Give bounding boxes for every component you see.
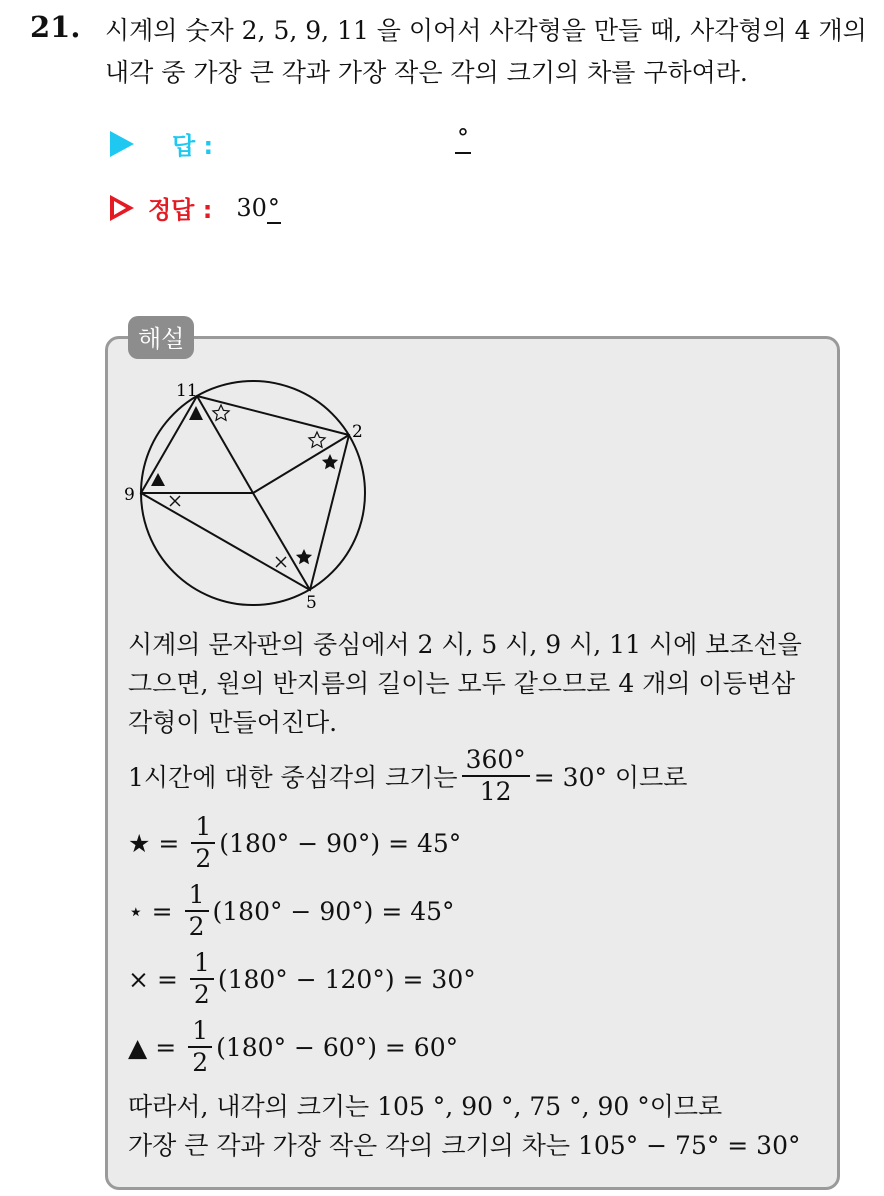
fraction: $\frac{1}{2}$ — [191, 812, 215, 874]
cross-mark-icon — [276, 557, 286, 567]
question-line-1: 시계의 숫자 2, 5, 9, 11 을 이어서 사각형을 만들 때, 사각형의 4 개의 — [105, 16, 867, 45]
explanation-tag: 해설 — [128, 316, 194, 359]
fraction: $\frac{1}{2}$ — [185, 880, 209, 942]
correct-answer-label: 정답 : — [148, 196, 213, 224]
label-5: 5 — [306, 593, 317, 613]
question-number: 21. — [30, 10, 81, 44]
equation-filled-star: ★ = $\frac{1}{2}$ (180° − 90°) = 45° — [128, 812, 462, 873]
filled-star-icon — [322, 454, 338, 469]
correct-answer-row — [110, 190, 281, 225]
answer-blank[interactable]: ° — [457, 124, 469, 152]
outline-triangle-icon — [110, 195, 134, 221]
radius-2 — [253, 435, 349, 493]
correct-answer-value: 30° — [236, 193, 280, 222]
answer-row — [110, 126, 213, 161]
label-9: 9 — [124, 485, 135, 505]
fraction: $\frac{1}{2}$ — [188, 1016, 212, 1078]
play-triangle-icon — [110, 131, 134, 157]
fraction: $\frac{1}{2}$ — [190, 948, 214, 1010]
clock-diagram — [120, 372, 380, 622]
conclusion: 따라서, 내각의 크기는 105 °, 90 °, 75 °, 90 °이므로 가장 큰 각과 가장 작은 각의 크기의 차는 105° − 75° = 30° — [128, 1092, 801, 1160]
fraction: $\frac{360^\circ}{12}$ — [462, 745, 530, 807]
equation-cross: × = $\frac{1}{2}$ (180° − 120°) = 30° — [128, 948, 476, 1009]
label-2: 2 — [352, 422, 363, 442]
equation-small-star: ⋆ = $\frac{1}{2}$ (180° − 90°) = 45° — [128, 880, 455, 941]
hollow-star-icon — [213, 405, 229, 420]
label-11: 11 — [176, 381, 198, 401]
cross-mark-icon — [170, 496, 180, 506]
filled-star-icon — [296, 549, 312, 564]
hollow-star-icon — [309, 432, 325, 447]
central-angle-line: 1시간에 대한 중심각의 크기는 $\frac{360^\circ}{12}$ = 30° 이므로 — [128, 745, 688, 806]
answer-label: 답 : — [172, 132, 214, 160]
equation-triangle: ▲ = $\frac{1}{2}$ (180° − 60°) = 60° — [128, 1016, 459, 1077]
question-text — [105, 10, 875, 94]
radius-5 — [253, 493, 310, 590]
explanation-paragraph-1: 시계의 문자판의 중심에서 2 시, 5 시, 9 시, 11 시에 보조선을 그으면, 원의 반지름의 길이는 모두 같으므로 4 개의 이등변삼 각형이 만들어진다. — [128, 630, 802, 737]
question-line-2: 내각 중 가장 큰 각과 가장 작은 각의 크기의 차를 구하여라. — [105, 58, 748, 87]
triangle-mark-icon — [151, 473, 165, 486]
